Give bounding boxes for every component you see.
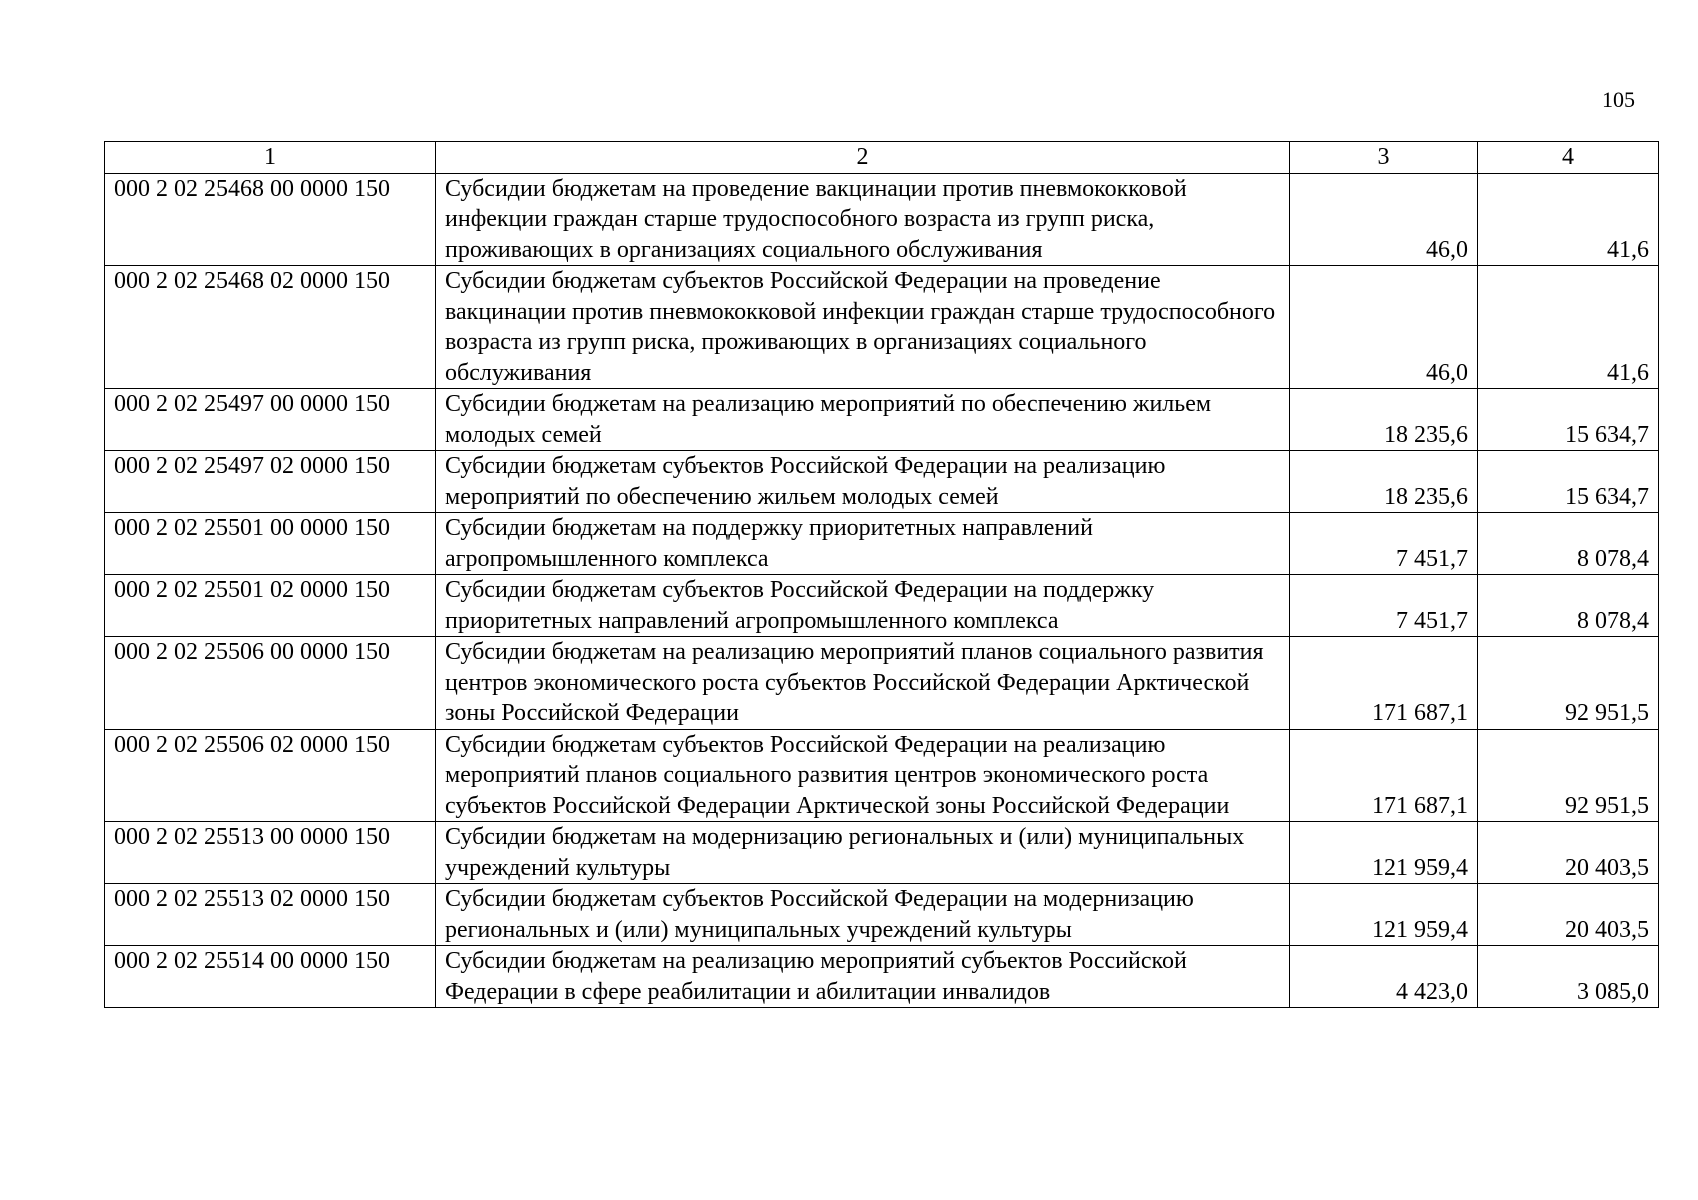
value-col4: 41,6 <box>1478 173 1659 266</box>
table-row <box>105 513 1659 575</box>
table-row <box>105 729 1659 822</box>
value-col3: 171 687,1 <box>1290 729 1478 822</box>
row-description: Субсидии бюджетам на модернизацию региональных и (или) муниципальных учреждений культуры <box>436 822 1290 884</box>
column-header-4: 4 <box>1478 142 1659 174</box>
value-col3: 121 959,4 <box>1290 884 1478 946</box>
value-col3: 4 423,0 <box>1290 946 1478 1008</box>
header-row <box>105 142 1659 174</box>
value-col3: 121 959,4 <box>1290 822 1478 884</box>
budget-code: 000 2 02 25497 02 0000 150 <box>105 451 436 513</box>
table-row <box>105 389 1659 451</box>
row-description: Субсидии бюджетам субъектов Российской Федерации на реализацию мероприятий планов социального развития центров экономического роста субъектов Российской Федерации Арктической зоны Российской Федерации <box>436 729 1290 822</box>
budget-code: 000 2 02 25501 00 0000 150 <box>105 513 436 575</box>
value-col3: 18 235,6 <box>1290 389 1478 451</box>
row-description: Субсидии бюджетам субъектов Российской Федерации на поддержку приоритетных направлений агропромышленного комплекса <box>436 575 1290 637</box>
budget-code: 000 2 02 25506 00 0000 150 <box>105 637 436 730</box>
budget-code: 000 2 02 25468 02 0000 150 <box>105 266 436 389</box>
table-row <box>105 266 1659 389</box>
value-col4: 41,6 <box>1478 266 1659 389</box>
value-col3: 46,0 <box>1290 266 1478 389</box>
value-col3: 171 687,1 <box>1290 637 1478 730</box>
value-col3: 7 451,7 <box>1290 575 1478 637</box>
row-description: Субсидии бюджетам субъектов Российской Федерации на проведение вакцинации против пневмококковой инфекции граждан старше трудоспособного возраста из групп риска, проживающих в организациях социального обслуживания <box>436 266 1290 389</box>
table-row <box>105 822 1659 884</box>
row-description: Субсидии бюджетам на реализацию мероприятий субъектов Российской Федерации в сфере реабилитации и абилитации инвалидов <box>436 946 1290 1008</box>
table-header <box>105 142 1659 174</box>
value-col4: 92 951,5 <box>1478 729 1659 822</box>
column-header-3: 3 <box>1290 142 1478 174</box>
budget-code: 000 2 02 25501 02 0000 150 <box>105 575 436 637</box>
value-col4: 3 085,0 <box>1478 946 1659 1008</box>
column-header-1: 1 <box>105 142 436 174</box>
value-col4: 20 403,5 <box>1478 822 1659 884</box>
budget-code: 000 2 02 25497 00 0000 150 <box>105 389 436 451</box>
page-number: 105 <box>1602 87 1635 112</box>
table-body <box>105 173 1659 1008</box>
table-row <box>105 637 1659 730</box>
row-description: Субсидии бюджетам на проведение вакцинации против пневмококковой инфекции граждан старше трудоспособного возраста из групп риска, проживающих в организациях социального обслуживания <box>436 173 1290 266</box>
row-description: Субсидии бюджетам на поддержку приоритетных направлений агропромышленного комплекса <box>436 513 1290 575</box>
value-col3: 46,0 <box>1290 173 1478 266</box>
table-row <box>105 575 1659 637</box>
table-row <box>105 173 1659 266</box>
value-col4: 15 634,7 <box>1478 389 1659 451</box>
budget-code: 000 2 02 25514 00 0000 150 <box>105 946 436 1008</box>
value-col4: 20 403,5 <box>1478 884 1659 946</box>
value-col3: 7 451,7 <box>1290 513 1478 575</box>
value-col4: 15 634,7 <box>1478 451 1659 513</box>
table-row <box>105 451 1659 513</box>
table-row <box>105 884 1659 946</box>
table-row <box>105 946 1659 1008</box>
column-header-2: 2 <box>436 142 1290 174</box>
value-col4: 8 078,4 <box>1478 575 1659 637</box>
budget-code: 000 2 02 25506 02 0000 150 <box>105 729 436 822</box>
row-description: Субсидии бюджетам субъектов Российской Федерации на модернизацию региональных и (или) муниципальных учреждений культуры <box>436 884 1290 946</box>
row-description: Субсидии бюджетам на реализацию мероприятий по обеспечению жильем молодых семей <box>436 389 1290 451</box>
budget-code: 000 2 02 25468 00 0000 150 <box>105 173 436 266</box>
row-description: Субсидии бюджетам на реализацию мероприятий планов социального развития центров экономического роста субъектов Российской Федерации Арктической зоны Российской Федерации <box>436 637 1290 730</box>
value-col4: 8 078,4 <box>1478 513 1659 575</box>
value-col3: 18 235,6 <box>1290 451 1478 513</box>
value-col4: 92 951,5 <box>1478 637 1659 730</box>
budget-code: 000 2 02 25513 00 0000 150 <box>105 822 436 884</box>
budget-code: 000 2 02 25513 02 0000 150 <box>105 884 436 946</box>
budget-table <box>104 141 1659 1008</box>
row-description: Субсидии бюджетам субъектов Российской Федерации на реализацию мероприятий по обеспечению жильем молодых семей <box>436 451 1290 513</box>
